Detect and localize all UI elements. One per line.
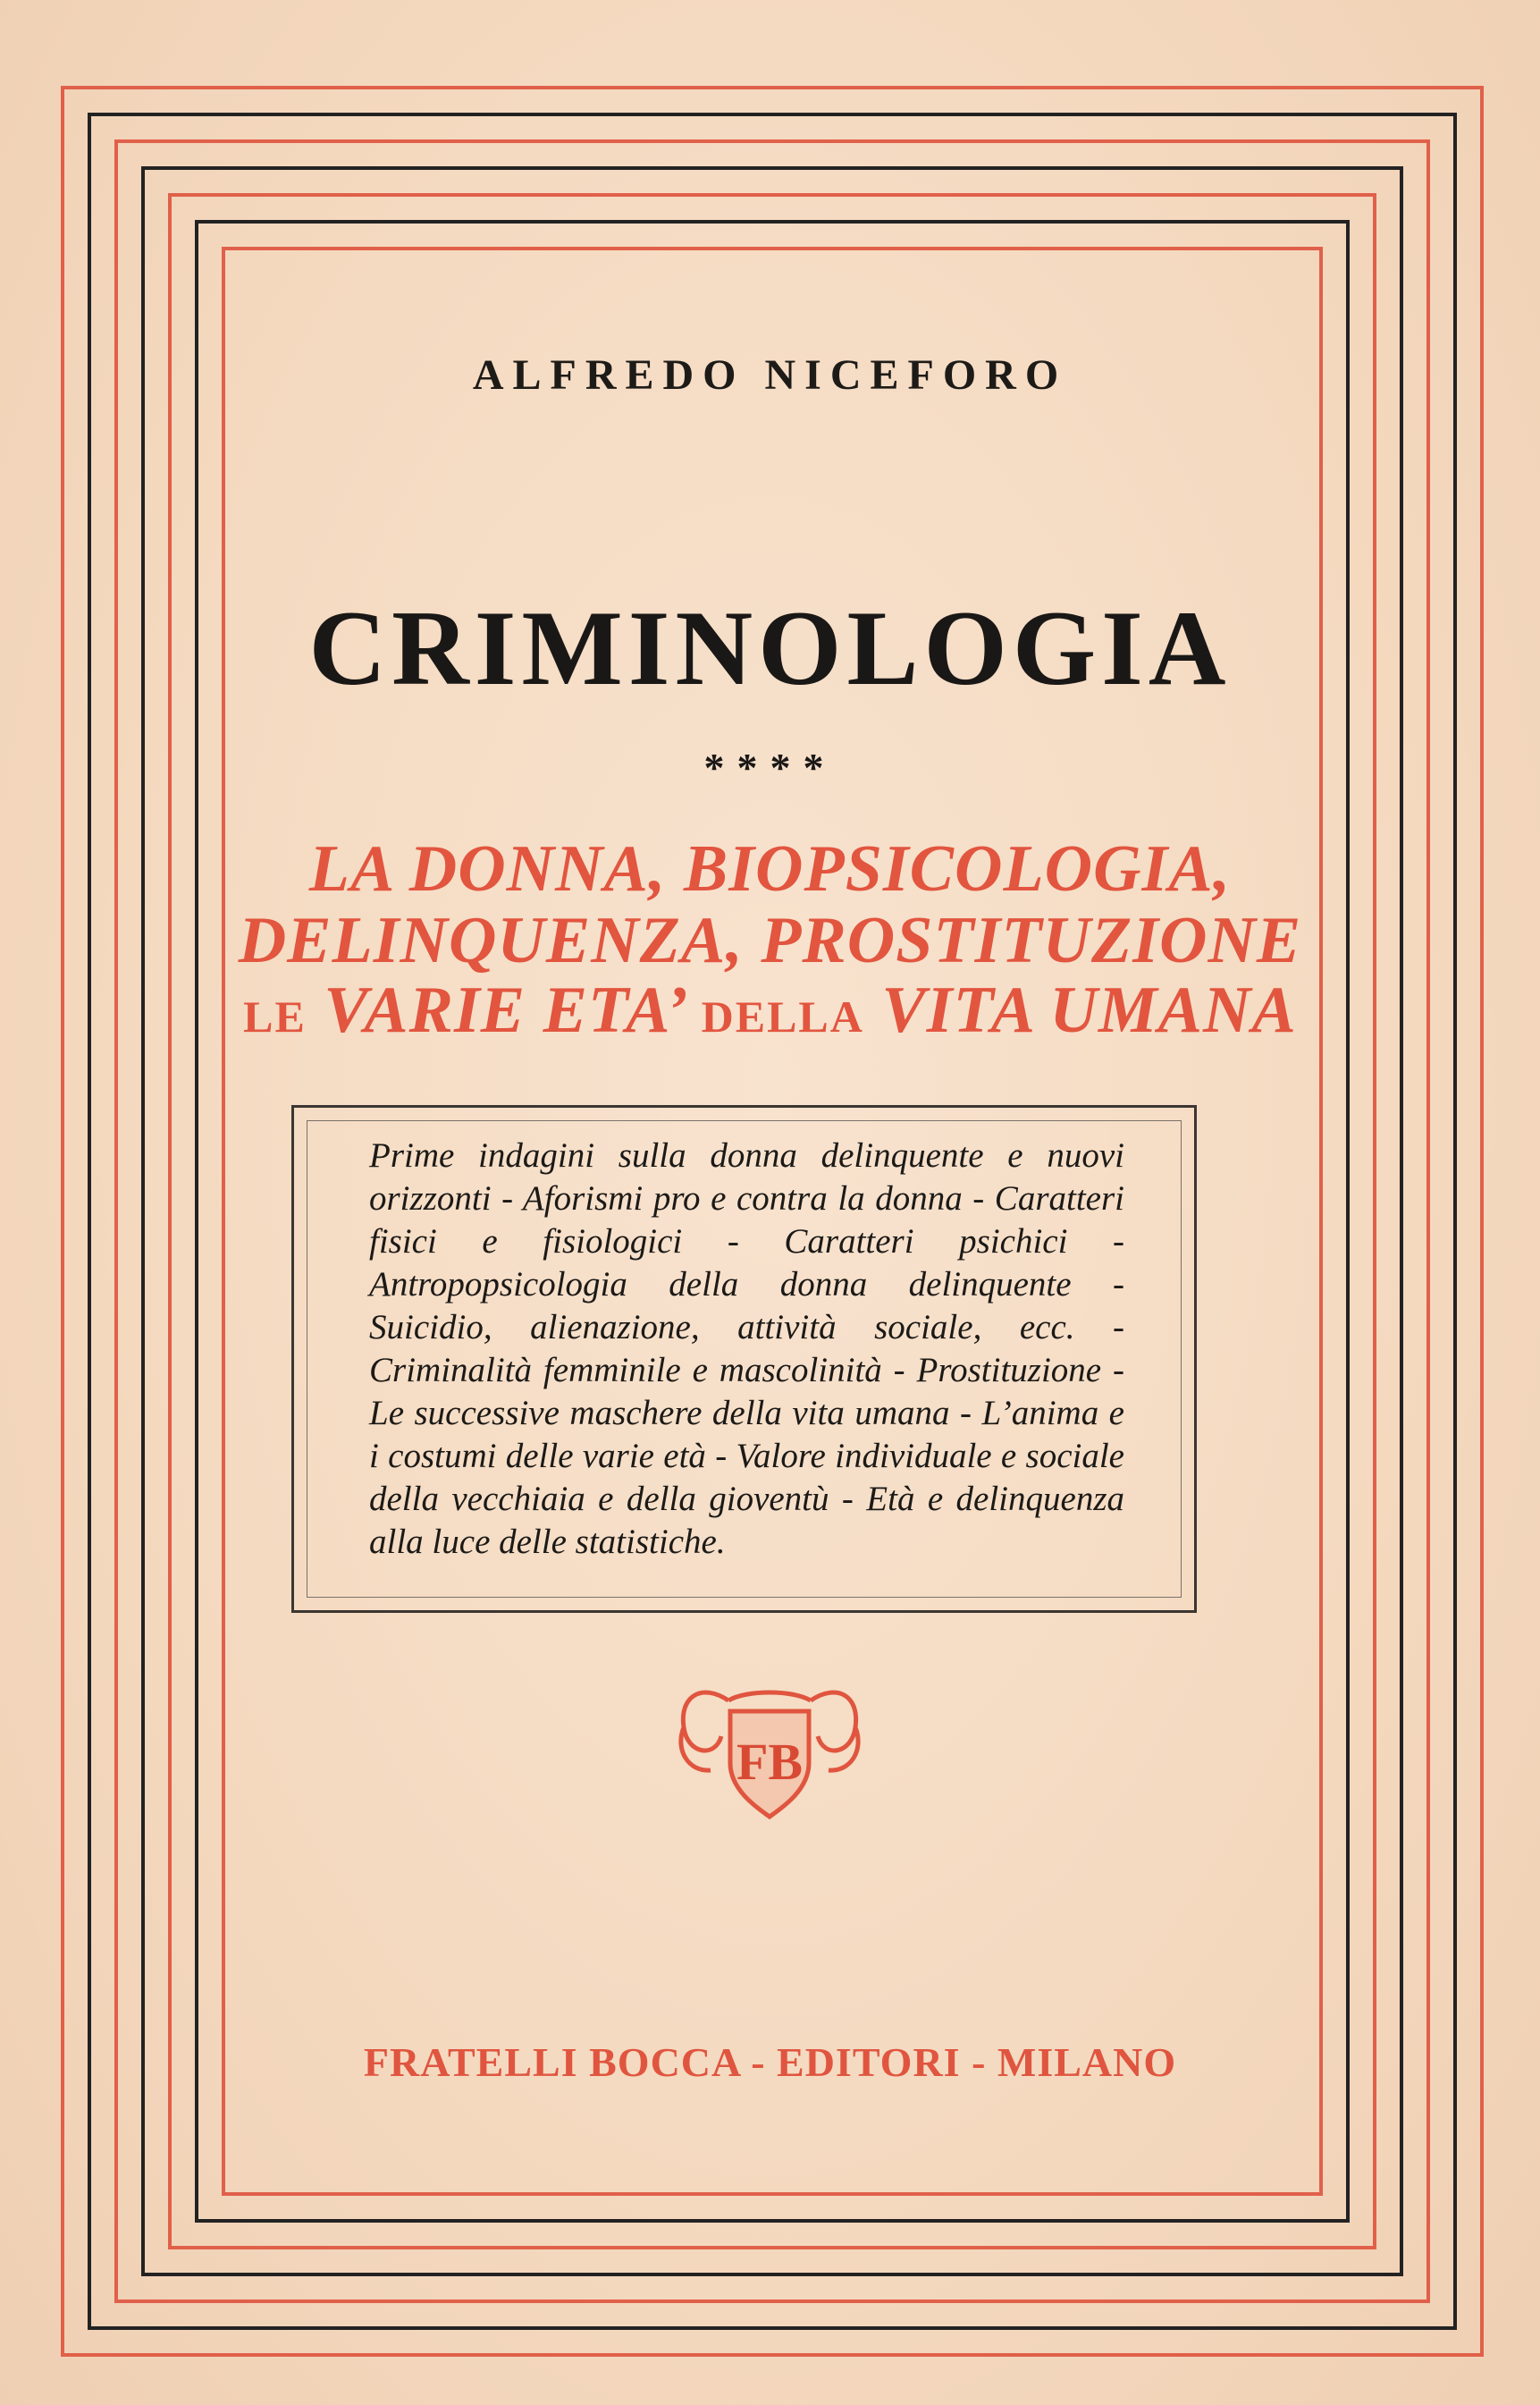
subtitle-vita-umana: VITA UMANA <box>881 974 1297 1047</box>
description-text: Prime indagini sulla donna delinquente e nuovi orizzonti - Aforismi pro e contra la donna - Caratteri fisici e fisiologici - Caratteri psichici - Antropopsicologia della donna delinquente - Suicidio, alienazione, attività sociale, ecc. - Criminalità femminile e mascolinità - Prostituzione - Le successive maschere della vita umana - L’anima e i costumi delle varie età - Valore individuale e sociale della vecchiaia e della gioventù - Età e delinquenza alla luce delle statistiche. <box>369 1136 1124 1561</box>
subtitle-line-3 <box>215 974 1325 1047</box>
subtitle-della: DELLA <box>701 992 864 1042</box>
subtitle-varie-eta: VARIE ETA’ <box>324 974 685 1047</box>
description-box <box>291 1105 1197 1613</box>
emblem-monogram: FB <box>736 1733 804 1791</box>
subtitle-line-2: DELINQUENZA, PROSTITUZIONE <box>238 904 1302 977</box>
publisher-shield-emblem-icon <box>666 1665 873 1826</box>
volume-stars: **** <box>703 745 837 790</box>
subtitle-le: LE <box>243 992 307 1042</box>
subtitle-line-1: LA DONNA, BIOPSICOLOGIA, <box>308 832 1232 906</box>
book-title: CRIMINOLOGIA <box>308 588 1232 707</box>
publisher-line: FRATELLI BOCCA - EDITORI - MILANO <box>363 2039 1177 2085</box>
author-name: ALFREDO NICEFORO <box>472 351 1068 399</box>
